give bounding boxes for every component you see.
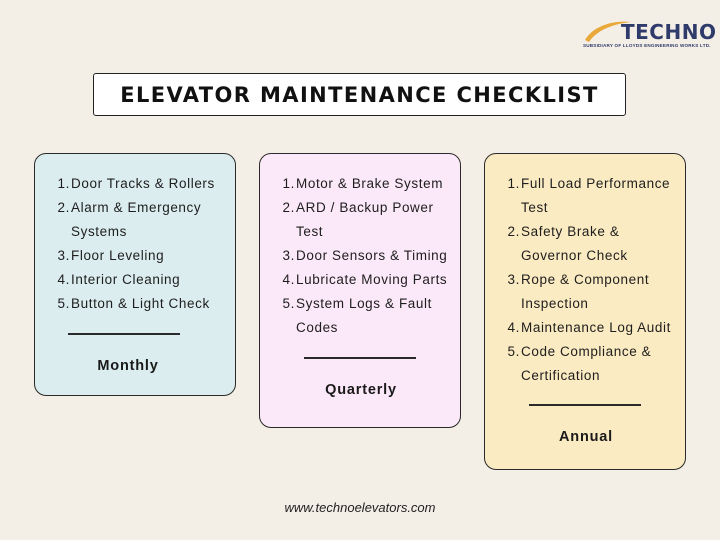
list-item: 3. Door Sensors & Timing — [282, 248, 448, 263]
title-banner — [93, 73, 626, 116]
website-url: www.technoelevators.com — [284, 500, 436, 515]
monthly-checklist — [51, 172, 231, 316]
quarterly-divider — [304, 357, 416, 359]
brand-logo — [583, 18, 717, 52]
brand-name: TECHNO — [621, 20, 717, 44]
monthly-label: Monthly — [97, 358, 159, 374]
annual-checklist — [501, 172, 681, 388]
monthly-card — [34, 153, 236, 396]
quarterly-card — [259, 153, 461, 428]
list-item: 2. Safety Brake & Governor Check — [507, 224, 628, 263]
list-item: 3. Floor Leveling — [57, 248, 165, 263]
list-item: 3. Rope & Component Inspection — [507, 272, 650, 311]
brand-tagline: SUBSIDIARY OF LLOYDS ENGINEERING WORKS LTD. — [583, 43, 711, 48]
list-item: 2. Alarm & Emergency Systems — [57, 200, 202, 239]
annual-label: Annual — [559, 429, 613, 445]
list-item: 4. Lubricate Moving Parts — [282, 272, 448, 287]
list-item: 1. Door Tracks & Rollers — [57, 176, 215, 191]
list-item: 5. Button & Light Check — [57, 296, 210, 311]
list-item: 5. System Logs & Fault Codes — [282, 296, 432, 335]
list-item: 5. Code Compliance & Certification — [507, 344, 652, 383]
annual-card — [484, 153, 686, 470]
list-item: 2. ARD / Backup Power Test — [282, 200, 434, 239]
list-item: 4. Maintenance Log Audit — [507, 320, 671, 335]
quarterly-checklist — [276, 172, 456, 340]
list-item: 1. Full Load Performance Test — [507, 176, 671, 215]
monthly-divider — [68, 333, 180, 335]
list-item: 1. Motor & Brake System — [282, 176, 444, 191]
annual-divider — [529, 404, 641, 406]
quarterly-label: Quarterly — [325, 382, 397, 398]
page-title: ELEVATOR MAINTENANCE CHECKLIST — [120, 82, 599, 107]
list-item: 4. Interior Cleaning — [57, 272, 181, 287]
